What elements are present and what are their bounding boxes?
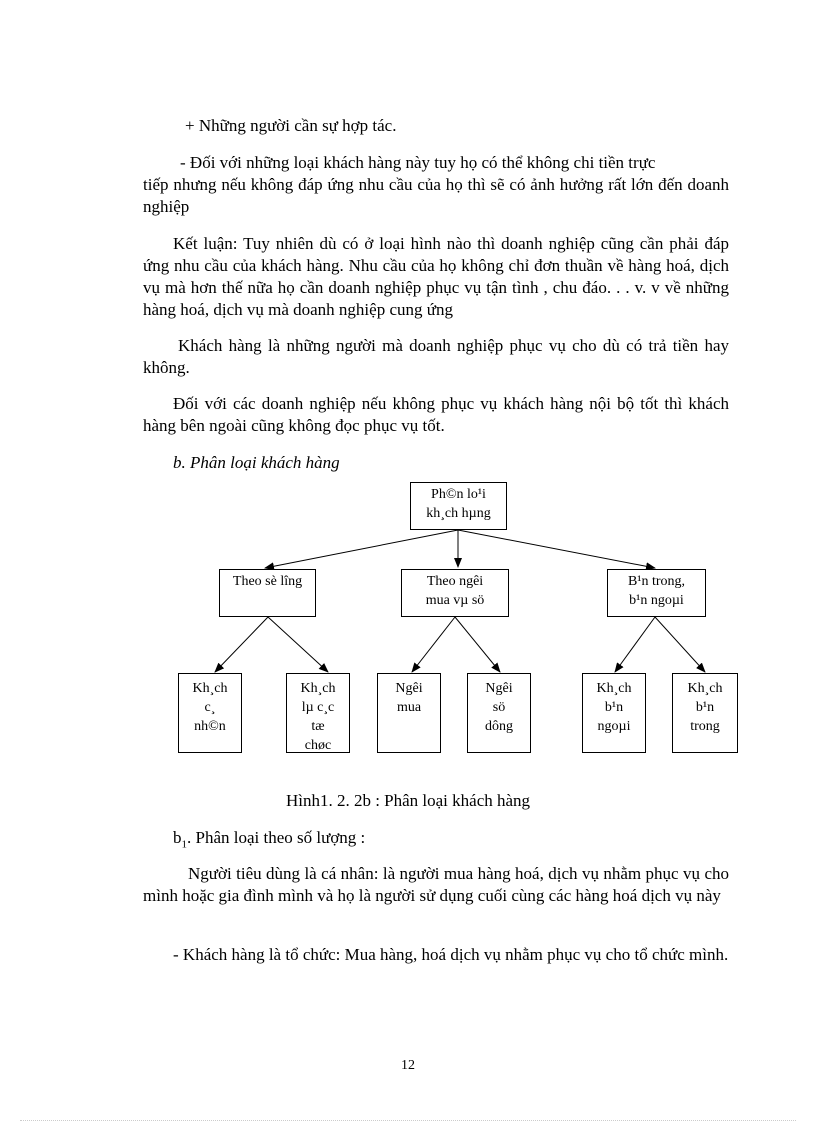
paragraph-customers-first-line: - Đối với những loại khách hàng này tuy họ có thể không chi tiền trực bbox=[180, 153, 656, 172]
diagram-node-by-quantity: Theo sè lîng bbox=[219, 569, 316, 617]
b1-subscript: 1 bbox=[181, 838, 187, 851]
subsection-heading-b1 bbox=[173, 827, 365, 855]
paragraph-organization-customer: - Khách hàng là tổ chức: Mua hàng, hoá dịch vụ nhằm phục vụ cho tổ chức mình. bbox=[173, 945, 729, 964]
page-bottom-rule bbox=[20, 1120, 796, 1121]
arrow-right-1 bbox=[615, 617, 655, 672]
arrow-root-left bbox=[265, 530, 458, 568]
section-heading-b: b. Phân loại khách hàng bbox=[173, 453, 340, 472]
b1-letter: b bbox=[173, 828, 182, 847]
figure-caption: Hình1. 2. 2b : Phân loại khách hàng bbox=[285, 791, 531, 810]
paragraph-conclusion: Kết luận: Tuy nhiên dù có ở loại hình nào thì doanh nghiệp cũng cần phải đáp ứng nhu cầu của khách hàng. Nhu cầu của họ không chỉ đơn thuần về hàng hoá, dịch vụ mà hơn thế nữa họ cần doanh nghiệp phục vụ tận tình , chu đáo. . . v. v về những hàng hoá, dịch vụ mà doanh nghiệp cung ứng bbox=[143, 234, 729, 319]
paragraph-definition: Khách hàng là những người mà doanh nghiệp phục vụ cho dù có trả tiền hay không. bbox=[143, 336, 729, 377]
paragraph-individual-consumer: Người tiêu dùng là cá nhân: là người mua hàng hoá, dịch vụ nhằm phục vụ cho mình hoặc gia đình mình và họ là người sử dụng cuối cùng các hàng hoá dịch vụ này bbox=[143, 864, 729, 905]
diagram-leaf-outside: Kh¸ch b¹n ngoµi bbox=[582, 673, 646, 753]
arrow-right-2 bbox=[655, 617, 705, 672]
diagram-leaf-inside: Kh¸ch b¹n trong bbox=[672, 673, 738, 753]
diagram-node-inside-outside: B¹n trong, b¹n ngoµi bbox=[607, 569, 706, 617]
paragraph-customers-rest: tiếp nhưng nếu không đáp ứng nhu cầu của họ thì sẽ có ảnh hưởng rất lớn đến doanh nghiệp bbox=[143, 175, 729, 216]
arrow-root-right bbox=[458, 530, 655, 568]
b1-title: . Phân loại theo số lượng : bbox=[187, 828, 366, 847]
paragraph-internal-customers: Đối với các doanh nghiệp nếu không phục vụ khách hàng nội bộ tốt thì khách hàng bên ngoài cũng không đọc phục vụ tốt. bbox=[143, 394, 729, 435]
arrow-left-2 bbox=[268, 617, 328, 672]
arrow-left-1 bbox=[215, 617, 268, 672]
arrow-center-1 bbox=[412, 617, 455, 672]
diagram-root-node: Ph©n lo¹i kh¸ch hµng bbox=[410, 482, 507, 530]
diagram-leaf-individual: Kh¸ch c¸ nh©n bbox=[178, 673, 242, 753]
page-number: 12 bbox=[401, 1058, 415, 1073]
arrow-center-2 bbox=[455, 617, 500, 672]
diagram-leaf-user: Ngêi sö dông bbox=[467, 673, 531, 753]
diagram-leaf-organization: Kh¸ch lµ c¸c tæ chøc bbox=[286, 673, 350, 753]
diagram-leaf-buyer: Ngêi mua bbox=[377, 673, 441, 753]
diagram-node-by-buyer-user: Theo ngêi mua vµ sö bbox=[401, 569, 509, 617]
paragraph-cooperation: + Những người cần sự hợp tác. bbox=[185, 116, 397, 135]
